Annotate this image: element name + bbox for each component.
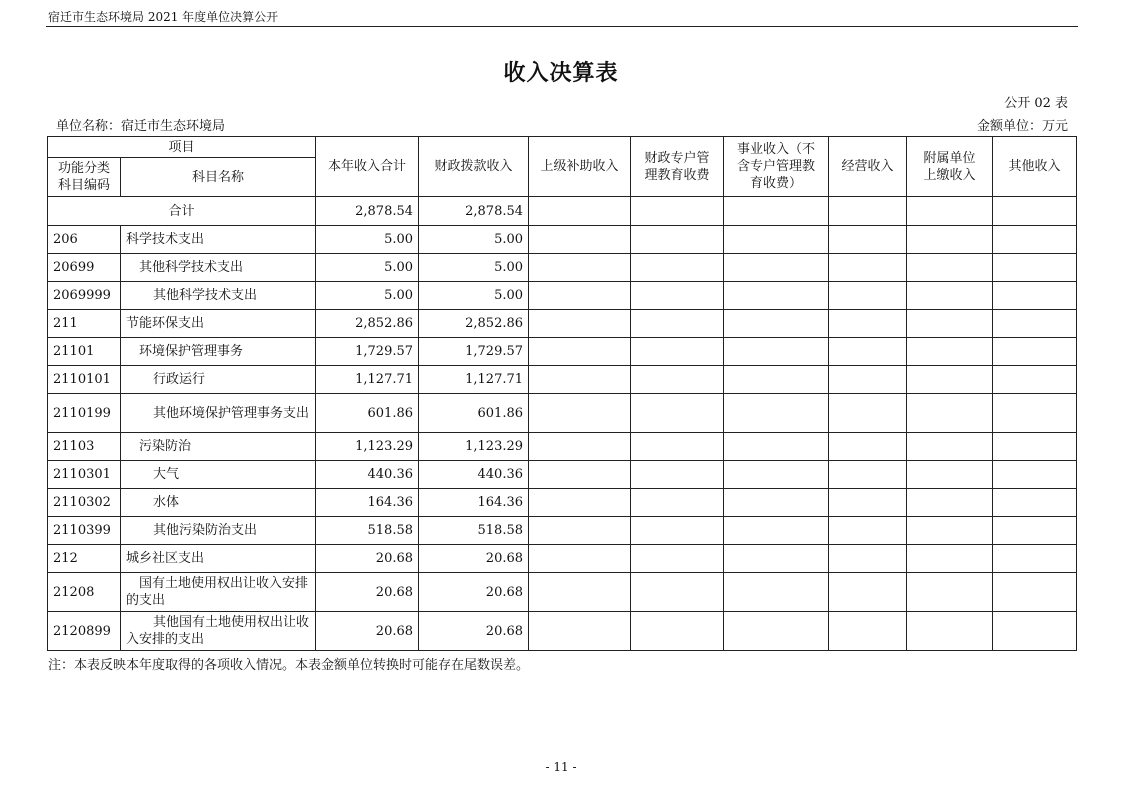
code-cell: 206 — [48, 226, 121, 254]
header-total-income: 本年收入合计 — [316, 137, 419, 197]
total-cell: 5.00 — [316, 254, 419, 282]
fiscal-cell: 1,123.29 — [419, 433, 529, 461]
header-operating: 经营收入 — [829, 137, 907, 197]
fiscal-cell: 5.00 — [419, 254, 529, 282]
table-row — [48, 254, 1077, 282]
total-cell: 2,852.86 — [316, 310, 419, 338]
footnote: 注：本表反映本年度取得的各项收入情况。本表金额单位转换时可能存在尾数误差。 — [48, 658, 530, 673]
code-cell: 211 — [48, 310, 121, 338]
total-cell: 1,729.57 — [316, 338, 419, 366]
total-cell: 601.86 — [316, 394, 419, 433]
code-cell: 2110101 — [48, 366, 121, 394]
unit-name: 单位名称：宿迁市生态环境局 — [56, 119, 226, 134]
name-cell: 水体 — [121, 489, 316, 517]
code-cell: 20699 — [48, 254, 121, 282]
total-income-cell: 2,878.54 — [316, 197, 419, 226]
name-cell: 其他环境保护管理事务支出 — [121, 394, 316, 433]
total-cell: 518.58 — [316, 517, 419, 545]
name-cell: 科学技术支出 — [121, 226, 316, 254]
table-row — [48, 573, 1077, 612]
table-row — [48, 394, 1077, 433]
name-cell: 环境保护管理事务 — [121, 338, 316, 366]
fiscal-cell: 601.86 — [419, 394, 529, 433]
name-cell: 国有土地使用权出让收入安排的支出 — [121, 573, 316, 612]
header-fiscal: 财政拨款收入 — [419, 137, 529, 197]
total-cell: 5.00 — [316, 226, 419, 254]
name-cell: 行政运行 — [121, 366, 316, 394]
total-cell: 20.68 — [316, 573, 419, 612]
total-fiscal-cell: 2,878.54 — [419, 197, 529, 226]
header-superior: 上级补助收入 — [529, 137, 631, 197]
total-cell: 164.36 — [316, 489, 419, 517]
total-label: 合计 — [48, 197, 316, 226]
fiscal-cell: 2,852.86 — [419, 310, 529, 338]
fiscal-cell: 5.00 — [419, 282, 529, 310]
table-row — [48, 517, 1077, 545]
total-cell: 1,123.29 — [316, 433, 419, 461]
fiscal-cell: 20.68 — [419, 612, 529, 651]
name-cell: 大气 — [121, 461, 316, 489]
name-cell: 城乡社区支出 — [121, 545, 316, 573]
code-cell: 2120899 — [48, 612, 121, 651]
code-cell: 21208 — [48, 573, 121, 612]
page-number: - 11 - — [545, 760, 577, 774]
page-title: 收入决算表 — [503, 61, 619, 86]
header-subject-name: 科目名称 — [121, 158, 316, 197]
fiscal-cell: 164.36 — [419, 489, 529, 517]
header-rule — [46, 26, 1078, 27]
code-cell: 2110199 — [48, 394, 121, 433]
form-number: 公开 02 表 — [1004, 96, 1068, 111]
table-row-total — [48, 197, 1077, 226]
running-header: 宿迁市生态环境局 2021 年度单位决算公开 — [48, 10, 279, 24]
fiscal-cell: 1,729.57 — [419, 338, 529, 366]
amount-unit: 金额单位：万元 — [976, 119, 1068, 134]
header-other: 其他收入 — [993, 137, 1077, 197]
table-row — [48, 338, 1077, 366]
name-cell: 节能环保支出 — [121, 310, 316, 338]
table-row — [48, 226, 1077, 254]
table-row — [48, 545, 1077, 573]
total-cell: 5.00 — [316, 282, 419, 310]
code-cell: 2110302 — [48, 489, 121, 517]
header-func-code: 功能分类 科目编码 — [48, 158, 121, 197]
code-cell: 21103 — [48, 433, 121, 461]
name-cell: 污染防治 — [121, 433, 316, 461]
header-item: 项目 — [48, 137, 316, 158]
header-fiscal-edu: 财政专户管 理教育收费 — [631, 137, 724, 197]
table-row — [48, 282, 1077, 310]
code-cell: 2110301 — [48, 461, 121, 489]
total-cell: 20.68 — [316, 612, 419, 651]
fiscal-cell: 20.68 — [419, 545, 529, 573]
fiscal-cell: 440.36 — [419, 461, 529, 489]
fiscal-cell: 5.00 — [419, 226, 529, 254]
code-cell: 21101 — [48, 338, 121, 366]
fiscal-cell: 1,127.71 — [419, 366, 529, 394]
header-affiliated: 附属单位 上缴收入 — [907, 137, 993, 197]
total-cell: 440.36 — [316, 461, 419, 489]
table-row — [48, 433, 1077, 461]
name-cell: 其他科学技术支出 — [121, 254, 316, 282]
name-cell: 其他国有土地使用权出让收入安排的支出 — [121, 612, 316, 651]
total-cell: 1,127.71 — [316, 366, 419, 394]
table-row — [48, 612, 1077, 651]
fiscal-cell: 20.68 — [419, 573, 529, 612]
name-cell: 其他污染防治支出 — [121, 517, 316, 545]
income-table — [47, 136, 1077, 651]
fiscal-cell: 518.58 — [419, 517, 529, 545]
table-row — [48, 461, 1077, 489]
code-cell: 2069999 — [48, 282, 121, 310]
table-row — [48, 310, 1077, 338]
total-cell: 20.68 — [316, 545, 419, 573]
header-business: 事业收入（不 含专户管理教 育收费） — [724, 137, 829, 197]
code-cell: 2110399 — [48, 517, 121, 545]
table-row — [48, 489, 1077, 517]
table-row — [48, 366, 1077, 394]
name-cell: 其他科学技术支出 — [121, 282, 316, 310]
code-cell: 212 — [48, 545, 121, 573]
